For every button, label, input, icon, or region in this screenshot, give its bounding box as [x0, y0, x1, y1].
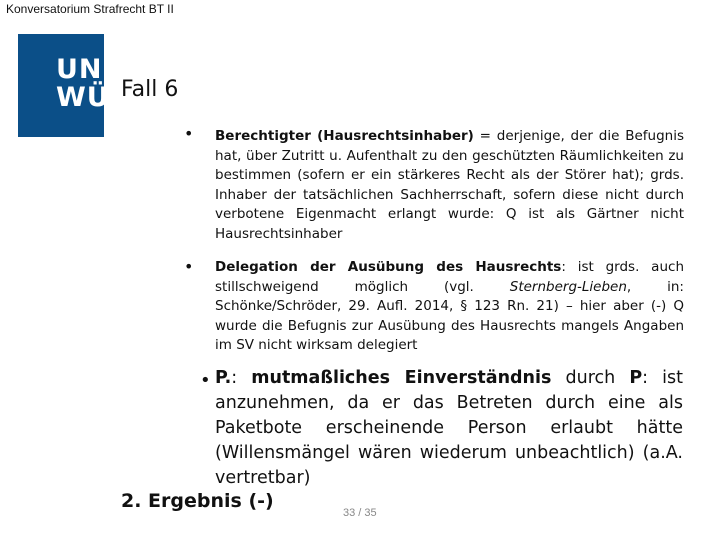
logo-line-2: WÜ	[56, 82, 110, 113]
bullet-icon: •	[184, 124, 194, 143]
bullet-text: , in: Schönke/Schröder, 29. Aufl. 2014, § 123 Rn. 21) – hier aber (-) Q wurde die Befugnis zur Ausübung des Hausrechts mangels Angaben im SV nicht wirksam delegiert	[215, 278, 684, 353]
bullet-text: = derjenige, der die Befugnis hat, über Zutritt u. Aufenthalt zu den geschützten Räumlichkeiten zu bestimmen (sofern er ein stärkeres Recht als der Störer hat); grds. Inhaber der tatsächlichen Sachherrschaft, sofern diese nicht durch verbotene Eigenmacht erlangt wurde: Q ist als Gärtner nicht Hausrechtsinhaber	[215, 128, 684, 242]
course-title: Konversatorium Strafrecht BT II	[6, 2, 174, 16]
university-logo	[56, 54, 114, 113]
bullet-icon: •	[184, 257, 194, 276]
bullet-citation-author: Sternberg-Lieben	[509, 278, 627, 295]
bullet-text: :	[231, 368, 252, 388]
bullet-item-delegation	[215, 258, 684, 356]
slide-title: Fall 6	[121, 77, 179, 102]
bullet-text: : ist grds. auch stillschweigend möglich (vgl.	[215, 259, 684, 295]
bullet-item-einverstaendnis	[215, 366, 683, 491]
bullet-term: P.	[215, 368, 232, 388]
page-number: 33 / 35	[343, 507, 377, 519]
bullet-term: Delegation der Ausübung des Hausrechts	[215, 259, 562, 275]
logo-line-1: UNI	[56, 54, 114, 85]
bullet-icon: •	[200, 370, 211, 391]
bullet-term: Berechtigter (Hausrechtsinhaber)	[215, 128, 474, 144]
result-heading: 2. Ergebnis (-)	[121, 490, 274, 512]
bullet-text: : ist anzunehmen, da er das Betreten durch eine als Paketbote erscheinende Person erlaubt hätte (Willensmängel wären wiederum unbeachtlich) (a.A. vertretbar)	[215, 368, 683, 488]
bullet-term: mutmaßliches Einverständnis	[251, 368, 552, 388]
bullet-text: durch	[551, 368, 630, 388]
bullet-item-berechtigter	[215, 127, 684, 244]
bullet-term: P	[629, 368, 643, 388]
